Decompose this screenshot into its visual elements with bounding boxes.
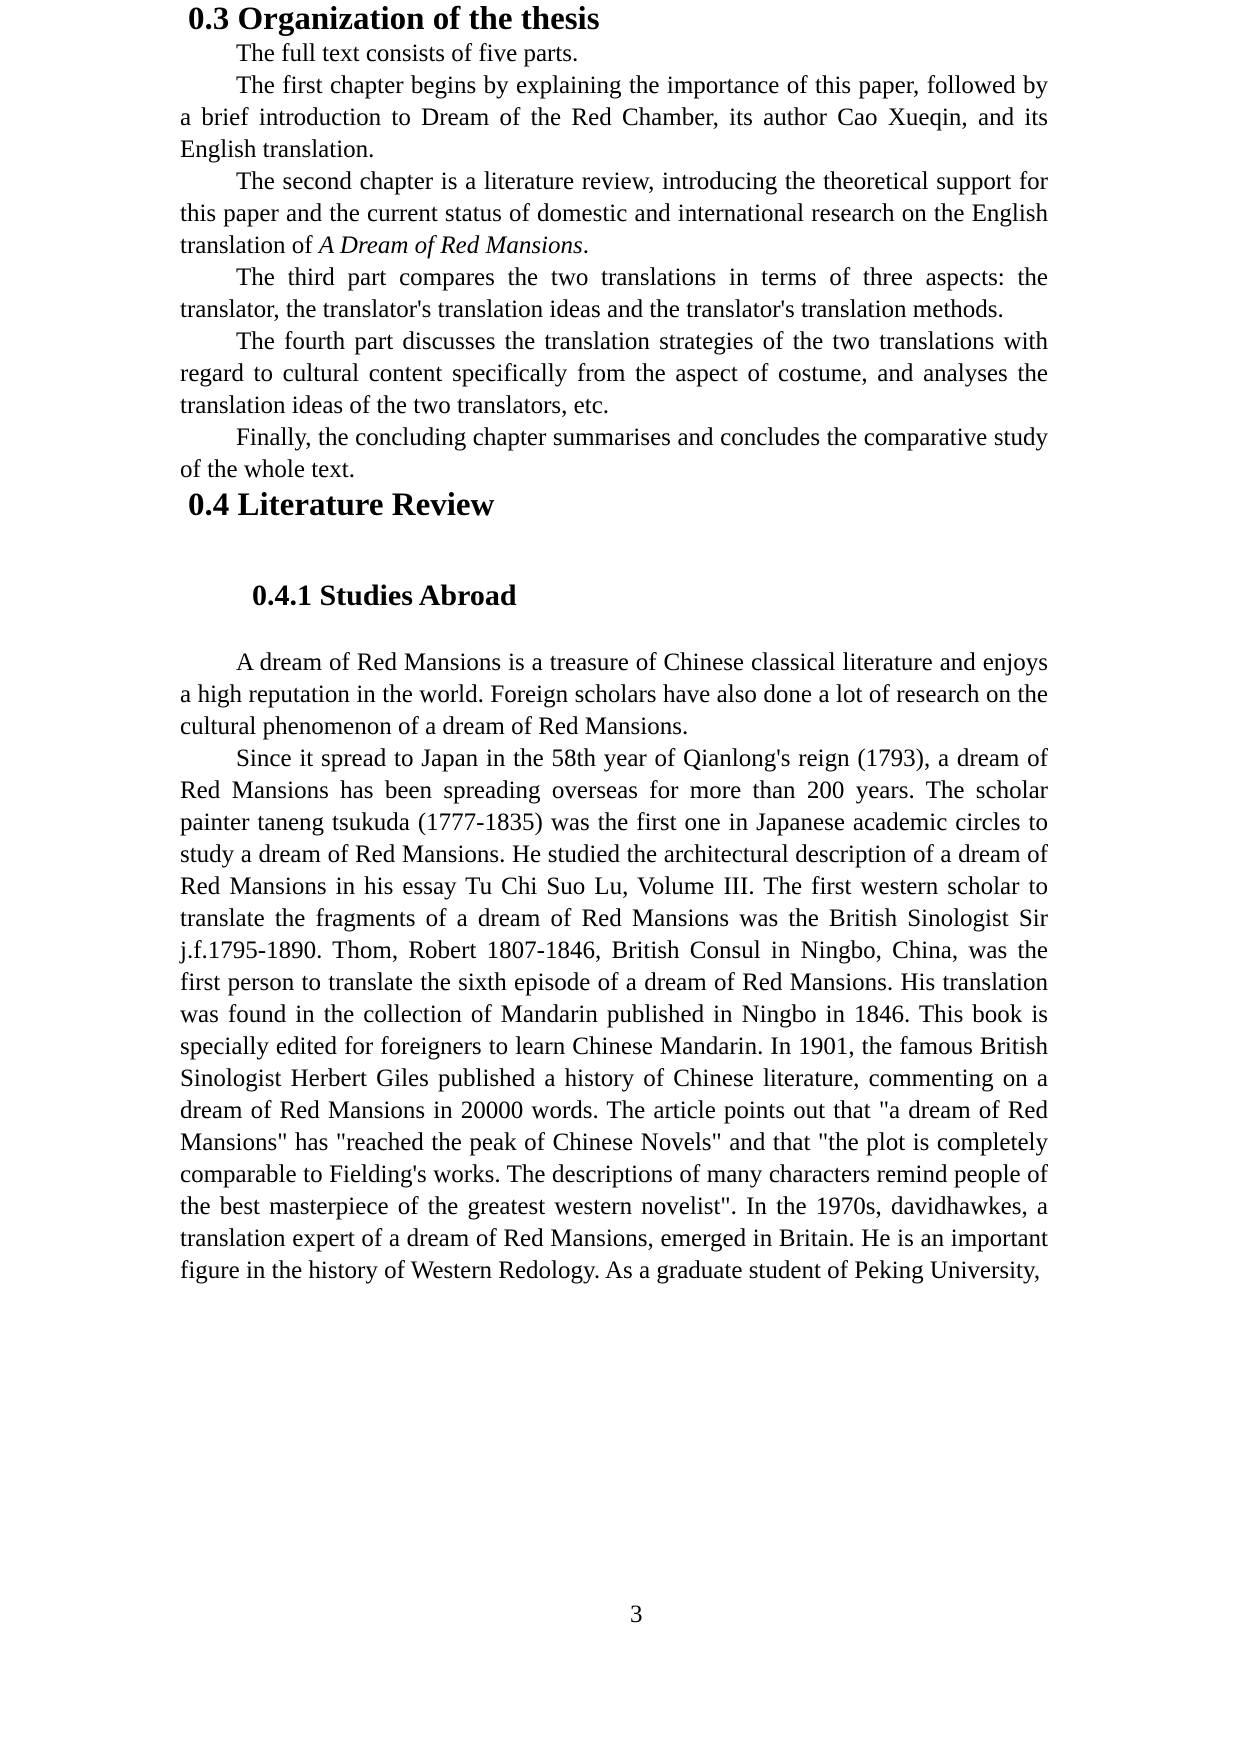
- page-number: 3: [630, 1601, 643, 1628]
- paragraph-third-part: The third part compares the two translations in terms of three aspects: the translator, the translator's translation ideas and the translator's translation methods.: [180, 264, 1048, 323]
- section-heading-0-4: 0.4 Literature Review: [188, 487, 495, 523]
- paragraph-text: The second chapter is a literature review, introducing the theoretical support for this paper and the current status of domestic and international research on the English translation of: [180, 168, 1048, 259]
- paragraph-second-chapter: [180, 166, 1048, 262]
- paragraph-studies-abroad-intro: A dream of Red Mansions is a treasure of Chinese classical literature and enjoys a high reputation in the world. Foreign scholars have also done a lot of research on the cultural phenomenon of a dream of Red Mansions.: [180, 649, 1048, 740]
- paragraph-fourth-part: The fourth part discusses the translation strategies of the two translations with regard to cultural content specifically from the aspect of costume, and analyses the translation ideas of the two translators, etc.: [180, 328, 1048, 419]
- paragraph-text: .: [582, 232, 589, 259]
- subsection-heading-0-4-1: 0.4.1 Studies Abroad: [252, 579, 517, 612]
- page-content: [180, 0, 1048, 1287]
- section-heading-0-3: 0.3 Organization of the thesis: [188, 1, 600, 37]
- paragraph-full-text: The full text consists of five parts.: [236, 40, 579, 67]
- paragraph-studies-abroad-history: Since it spread to Japan in the 58th year of Qianlong's reign (1793), a dream of Red Mansions has been spreading overseas for more than 200 years. The scholar painter taneng tsukuda (1777-1835) was the first one in Japanese academic circles to study a dream of Red Mansions. He studied the architectural description of a dream of Red Mansions in his essay Tu Chi Suo Lu, Volume III. The first western scholar to translate the fragments of a dream of Red Mansions was the British Sinologist Sir j.f.1795-1890. Thom, Robert 1807-1846, British Consul in Ningbo, China, was the first person to translate the sixth episode of a dream of Red Mansions. His translation was found in the collection of Mandarin published in Ningbo in 1846. This book is specially edited for foreigners to learn Chinese Mandarin. In 1901, the famous British Sinologist Herbert Giles published a history of Chinese literature, commenting on a dream of Red Mansions in 20000 words. The article points out that "a dream of Red Mansions" has "reached the peak of Chinese Novels" and that "the plot is completely comparable to Fielding's works. The descriptions of many characters remind people of the best masterpiece of the greatest western novelist". In the 1970s, davidhawkes, a translation expert of a dream of Red Mansions, emerged in Britain. He is an important figure in the history of Western Redology. As a graduate student of Peking University,: [180, 745, 1048, 1284]
- book-title-italic: A Dream of Red Mansions: [318, 232, 583, 259]
- paragraph-first-chapter: The first chapter begins by explaining the importance of this paper, followed by a brief introduction to Dream of the Red Chamber, its author Cao Xueqin, and its English translation.: [180, 72, 1048, 163]
- paragraph-concluding: Finally, the concluding chapter summarises and concludes the comparative study of the whole text.: [180, 424, 1048, 483]
